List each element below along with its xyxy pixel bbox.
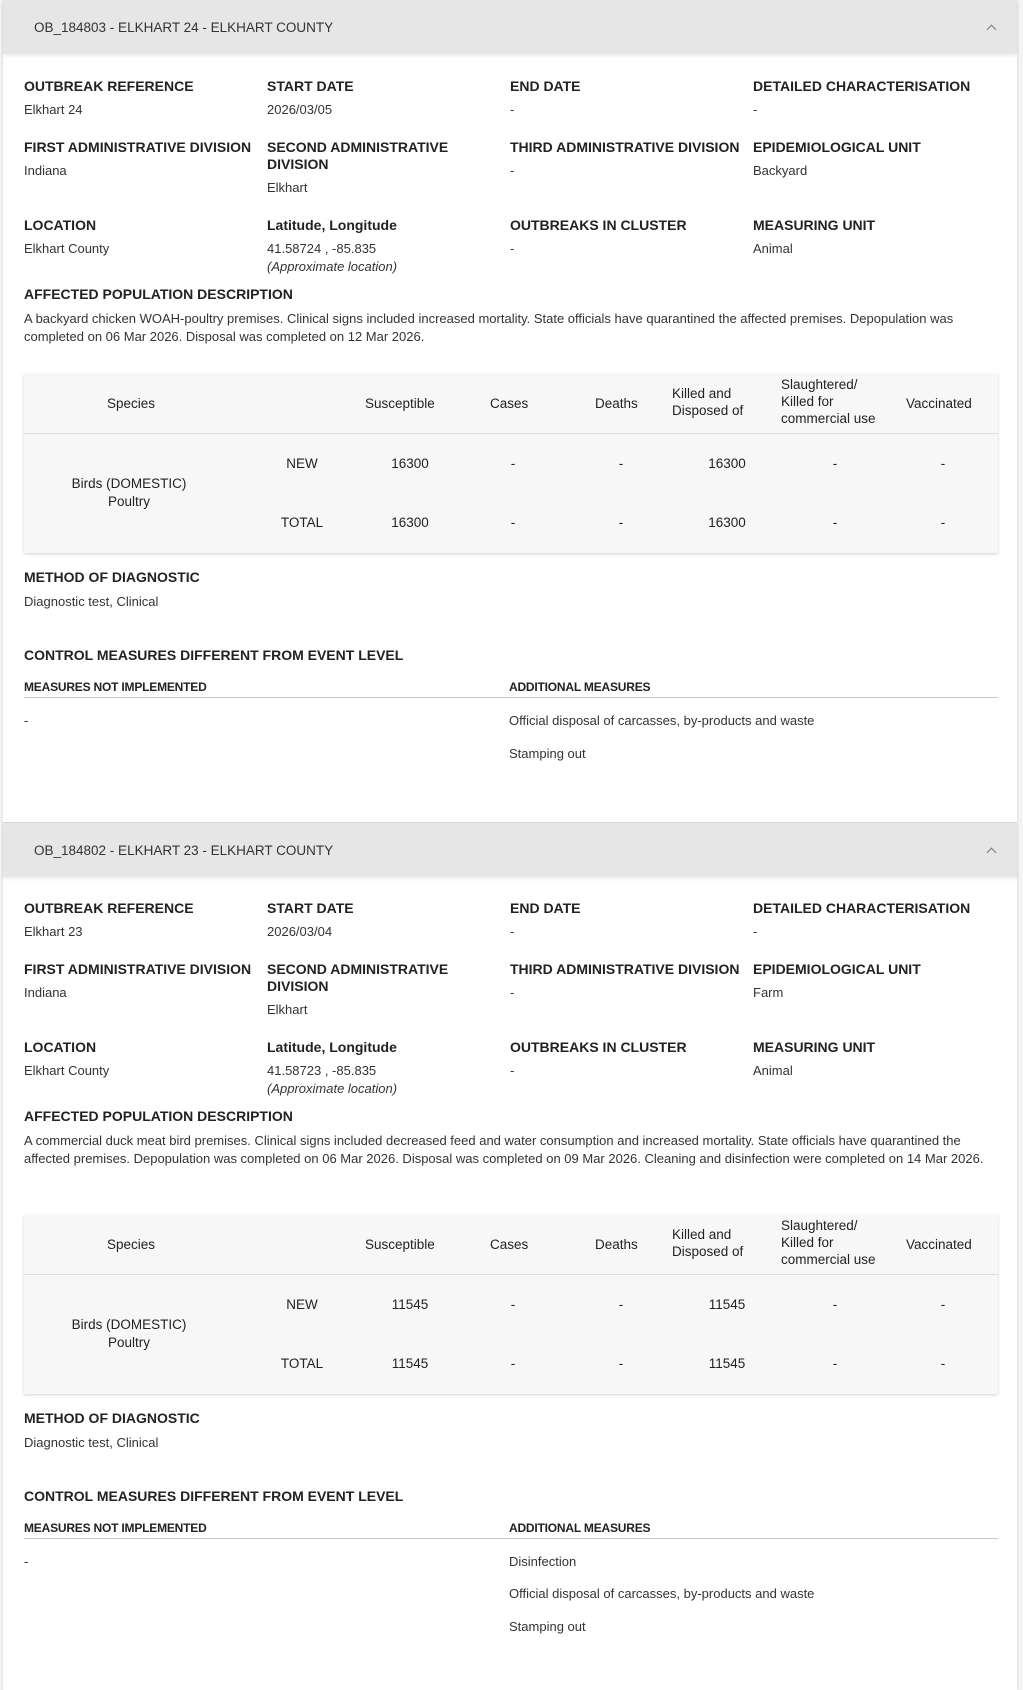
field-label: LOCATION — [24, 1039, 97, 1055]
approximate-location-note: (Approximate location) — [267, 259, 398, 274]
table-header — [24, 1215, 998, 1275]
latlon-field — [267, 217, 397, 275]
diagnostic-value: Diagnostic test, Clinical — [24, 594, 159, 609]
col-slaughtered-line: Slaughtered/ — [781, 1218, 858, 1233]
field-value: 41.58723 , -85.835 — [267, 1063, 377, 1078]
col-killed — [672, 1226, 743, 1260]
row-type: NEW — [286, 456, 318, 471]
cell-deaths: - — [618, 1297, 624, 1312]
field-value: Farm — [753, 985, 784, 1000]
field-value: - — [510, 241, 515, 256]
third-admin-field — [510, 139, 739, 179]
field-label: AFFECTED POPULATION DESCRIPTION — [24, 1108, 293, 1124]
row-type: TOTAL — [280, 1356, 324, 1371]
cell-killed: 16300 — [708, 456, 746, 471]
field-value: Elkhart — [267, 180, 308, 195]
epi-unit-field — [753, 139, 921, 179]
col-killed-line: Disposed of — [672, 403, 744, 418]
additional-measures-label: ADDITIONAL MEASURES — [509, 680, 651, 694]
field-label: START DATE — [267, 78, 354, 94]
control-measures-title: CONTROL MEASURES DIFFERENT FROM EVENT LEVEL — [24, 1488, 404, 1504]
measures-not-implemented-value: - — [24, 1554, 29, 1569]
control-measures-title: CONTROL MEASURES DIFFERENT FROM EVENT LEVEL — [24, 647, 404, 663]
col-species: Species — [107, 396, 156, 411]
field-label: FIRST ADMINISTRATIVE DIVISION — [24, 961, 252, 977]
field-label-line: DIVISION — [267, 978, 329, 994]
field-label: EPIDEMIOLOGICAL UNIT — [753, 961, 921, 977]
cell-deaths: - — [618, 1356, 624, 1371]
field-label — [267, 961, 448, 995]
cell-vaccinated: - — [940, 515, 946, 530]
detailed-characterisation-field — [753, 78, 970, 118]
col-slaughtered-line: Killed for — [781, 1235, 834, 1250]
field-value: Elkhart County — [24, 241, 110, 256]
end-date-field — [510, 78, 581, 118]
species-cell — [54, 475, 204, 511]
field-label-line: DIVISION — [267, 156, 329, 172]
detailed-characterisation-field — [753, 900, 970, 940]
table-header — [24, 374, 998, 434]
outbreak-panel-header[interactable] — [3, 0, 1017, 54]
outbreaks-cluster-field — [510, 1039, 687, 1079]
cell-killed: 11545 — [708, 1356, 746, 1371]
field-value: - — [753, 102, 758, 117]
additional-measure-item: Stamping out — [509, 746, 586, 761]
species-name: Birds (DOMESTIC) — [71, 1317, 187, 1332]
cell-vaccinated: - — [940, 456, 946, 471]
field-value: - — [510, 102, 515, 117]
field-label: THIRD ADMINISTRATIVE DIVISION — [510, 139, 740, 155]
start-date-field — [267, 78, 354, 118]
divider — [24, 1538, 998, 1539]
additional-measure-item: Disinfection — [509, 1554, 577, 1569]
additional-measures-label: ADDITIONAL MEASURES — [509, 1521, 651, 1535]
cell-vaccinated: - — [940, 1356, 946, 1371]
field-label: Latitude, Longitude — [267, 1039, 397, 1055]
col-slaughtered — [781, 376, 876, 427]
col-killed-line: Killed and — [672, 1227, 732, 1242]
field-label-line: SECOND ADMINISTRATIVE — [267, 961, 449, 977]
divider — [24, 697, 998, 698]
field-value: - — [510, 1063, 515, 1078]
col-slaughtered-line: Killed for — [781, 394, 834, 409]
start-date-field — [267, 900, 354, 940]
diagnostic-label: METHOD OF DIAGNOSTIC — [24, 1410, 200, 1426]
first-admin-field — [24, 961, 251, 1001]
row-type: TOTAL — [280, 515, 324, 530]
field-value: Elkhart County — [24, 1063, 110, 1078]
field-value: 2026/03/05 — [267, 102, 333, 117]
diagnostic-value: Diagnostic test, Clinical — [24, 1435, 159, 1450]
col-cases: Cases — [490, 396, 529, 411]
col-vaccinated: Vaccinated — [906, 396, 972, 411]
col-susceptible: Susceptible — [365, 396, 435, 411]
cell-slaughtered: - — [832, 1356, 838, 1371]
chevron-up-icon[interactable] — [987, 24, 997, 34]
field-label: AFFECTED POPULATION DESCRIPTION — [24, 286, 293, 302]
field-label: OUTBREAK REFERENCE — [24, 900, 194, 916]
species-name: Birds (DOMESTIC) — [71, 476, 187, 491]
species-category: Poultry — [107, 1335, 151, 1350]
additional-measure-item: Official disposal of carcasses, by-products and waste — [509, 713, 815, 728]
field-value: Animal — [753, 1063, 793, 1078]
field-label: THIRD ADMINISTRATIVE DIVISION — [510, 961, 740, 977]
species-category: Poultry — [107, 494, 151, 509]
field-label: DETAILED CHARACTERISATION — [753, 900, 971, 916]
field-label: OUTBREAK REFERENCE — [24, 78, 194, 94]
col-killed-line: Disposed of — [672, 1244, 744, 1259]
outbreak-title: OB_184802 - ELKHART 23 - ELKHART COUNTY — [34, 842, 334, 858]
cell-slaughtered: - — [832, 1297, 838, 1312]
cell-susceptible: 11545 — [391, 1356, 429, 1371]
species-table — [24, 1215, 998, 1394]
additional-measure-item: Stamping out — [509, 1619, 586, 1634]
outbreak-reference-field — [24, 900, 194, 940]
col-slaughtered — [781, 1217, 876, 1268]
field-value: Indiana — [24, 163, 67, 178]
field-label: LOCATION — [24, 217, 97, 233]
measures-not-implemented-label: MEASURES NOT IMPLEMENTED — [24, 1521, 207, 1535]
field-value: Backyard — [753, 163, 808, 178]
field-label: END DATE — [510, 900, 581, 916]
cell-deaths: - — [618, 456, 624, 471]
col-deaths: Deaths — [595, 1237, 638, 1252]
col-slaughtered-line: commercial use — [781, 1252, 876, 1267]
col-killed — [672, 385, 743, 419]
diagnostic-label: METHOD OF DIAGNOSTIC — [24, 569, 200, 585]
outbreak-panel — [3, 0, 1017, 822]
cell-vaccinated: - — [940, 1297, 946, 1312]
affected-population-description: A commercial duck meat bird premises. Clinical signs included decreased feed and water consumption and increased mortality. State officials have quarantined the affected premises. Depopulation was completed on 06 Mar 2026. Disposal was completed on 09 Mar 2026. Cleaning and disinfection were completed on 14 Mar 2026. — [24, 1133, 984, 1166]
field-value: 2026/03/04 — [267, 924, 333, 939]
outbreaks-cluster-field — [510, 217, 687, 257]
first-admin-field — [24, 139, 251, 179]
cell-killed: 16300 — [708, 515, 746, 530]
species-table — [24, 374, 998, 553]
measuring-unit-field — [753, 217, 875, 257]
outbreak-panel-header[interactable] — [3, 823, 1017, 877]
row-type: NEW — [286, 1297, 318, 1312]
cell-cases: - — [510, 1297, 516, 1312]
field-value: - — [510, 163, 515, 178]
field-label-line: SECOND ADMINISTRATIVE — [267, 139, 449, 155]
field-value: 41.58724 , -85.835 — [267, 241, 377, 256]
measures-not-implemented-label: MEASURES NOT IMPLEMENTED — [24, 680, 207, 694]
field-label: MEASURING UNIT — [753, 217, 876, 233]
second-admin-field — [267, 139, 448, 196]
cell-slaughtered: - — [832, 456, 838, 471]
col-slaughtered-line: Slaughtered/ — [781, 377, 858, 392]
cell-killed: 11545 — [708, 1297, 746, 1312]
cell-slaughtered: - — [832, 515, 838, 530]
table-body — [24, 1275, 998, 1394]
field-label: START DATE — [267, 900, 354, 916]
col-killed-line: Killed and — [672, 386, 732, 401]
end-date-field — [510, 900, 581, 940]
epi-unit-field — [753, 961, 921, 1001]
cell-cases: - — [510, 515, 516, 530]
field-value: Elkhart 24 — [24, 102, 83, 117]
approximate-location-note: (Approximate location) — [267, 1081, 398, 1096]
second-admin-field — [267, 961, 448, 1018]
field-label: MEASURING UNIT — [753, 1039, 876, 1055]
cell-susceptible: 11545 — [391, 1297, 429, 1312]
field-label: END DATE — [510, 78, 581, 94]
species-cell — [54, 1316, 204, 1352]
field-label — [267, 139, 448, 173]
affected-population-description: A backyard chicken WOAH-poultry premises. Clinical signs included increased mortality. State officials have quarantined the affected premises. Depopulation was completed on 06 Mar 2026. Disposal was completed on 12 Mar 2026. — [24, 311, 954, 344]
field-value: - — [510, 924, 515, 939]
table-body — [24, 434, 998, 553]
col-susceptible: Susceptible — [365, 1237, 435, 1252]
col-slaughtered-line: commercial use — [781, 411, 876, 426]
field-label: FIRST ADMINISTRATIVE DIVISION — [24, 139, 252, 155]
cell-cases: - — [510, 456, 516, 471]
location-field — [24, 1039, 109, 1079]
affected-population-field — [24, 286, 293, 303]
field-label: EPIDEMIOLOGICAL UNIT — [753, 139, 921, 155]
chevron-up-icon[interactable] — [987, 847, 997, 857]
cell-susceptible: 16300 — [391, 456, 429, 471]
field-label: OUTBREAKS IN CLUSTER — [510, 217, 687, 233]
outbreak-title: OB_184803 - ELKHART 24 - ELKHART COUNTY — [34, 19, 334, 35]
field-value: - — [510, 985, 515, 1000]
cell-cases: - — [510, 1356, 516, 1371]
measures-not-implemented-value: - — [24, 713, 29, 728]
field-label: DETAILED CHARACTERISATION — [753, 78, 971, 94]
outbreak-reference-field — [24, 78, 194, 118]
measuring-unit-field — [753, 1039, 875, 1079]
col-deaths: Deaths — [595, 396, 638, 411]
location-field — [24, 217, 109, 257]
col-cases: Cases — [490, 1237, 529, 1252]
affected-population-field — [24, 1108, 293, 1125]
field-value: Indiana — [24, 985, 67, 1000]
additional-measure-item: Official disposal of carcasses, by-products and waste — [509, 1586, 815, 1601]
field-value: Elkhart 23 — [24, 924, 83, 939]
col-vaccinated: Vaccinated — [906, 1237, 972, 1252]
field-value: Animal — [753, 241, 793, 256]
col-species: Species — [107, 1237, 156, 1252]
cell-susceptible: 16300 — [391, 515, 429, 530]
field-label: OUTBREAKS IN CLUSTER — [510, 1039, 687, 1055]
field-value: Elkhart — [267, 1002, 308, 1017]
field-value: - — [753, 924, 758, 939]
field-label: Latitude, Longitude — [267, 217, 397, 233]
outbreak-panel — [3, 823, 1017, 1690]
cell-deaths: - — [618, 515, 624, 530]
third-admin-field — [510, 961, 739, 1001]
latlon-field — [267, 1039, 397, 1097]
